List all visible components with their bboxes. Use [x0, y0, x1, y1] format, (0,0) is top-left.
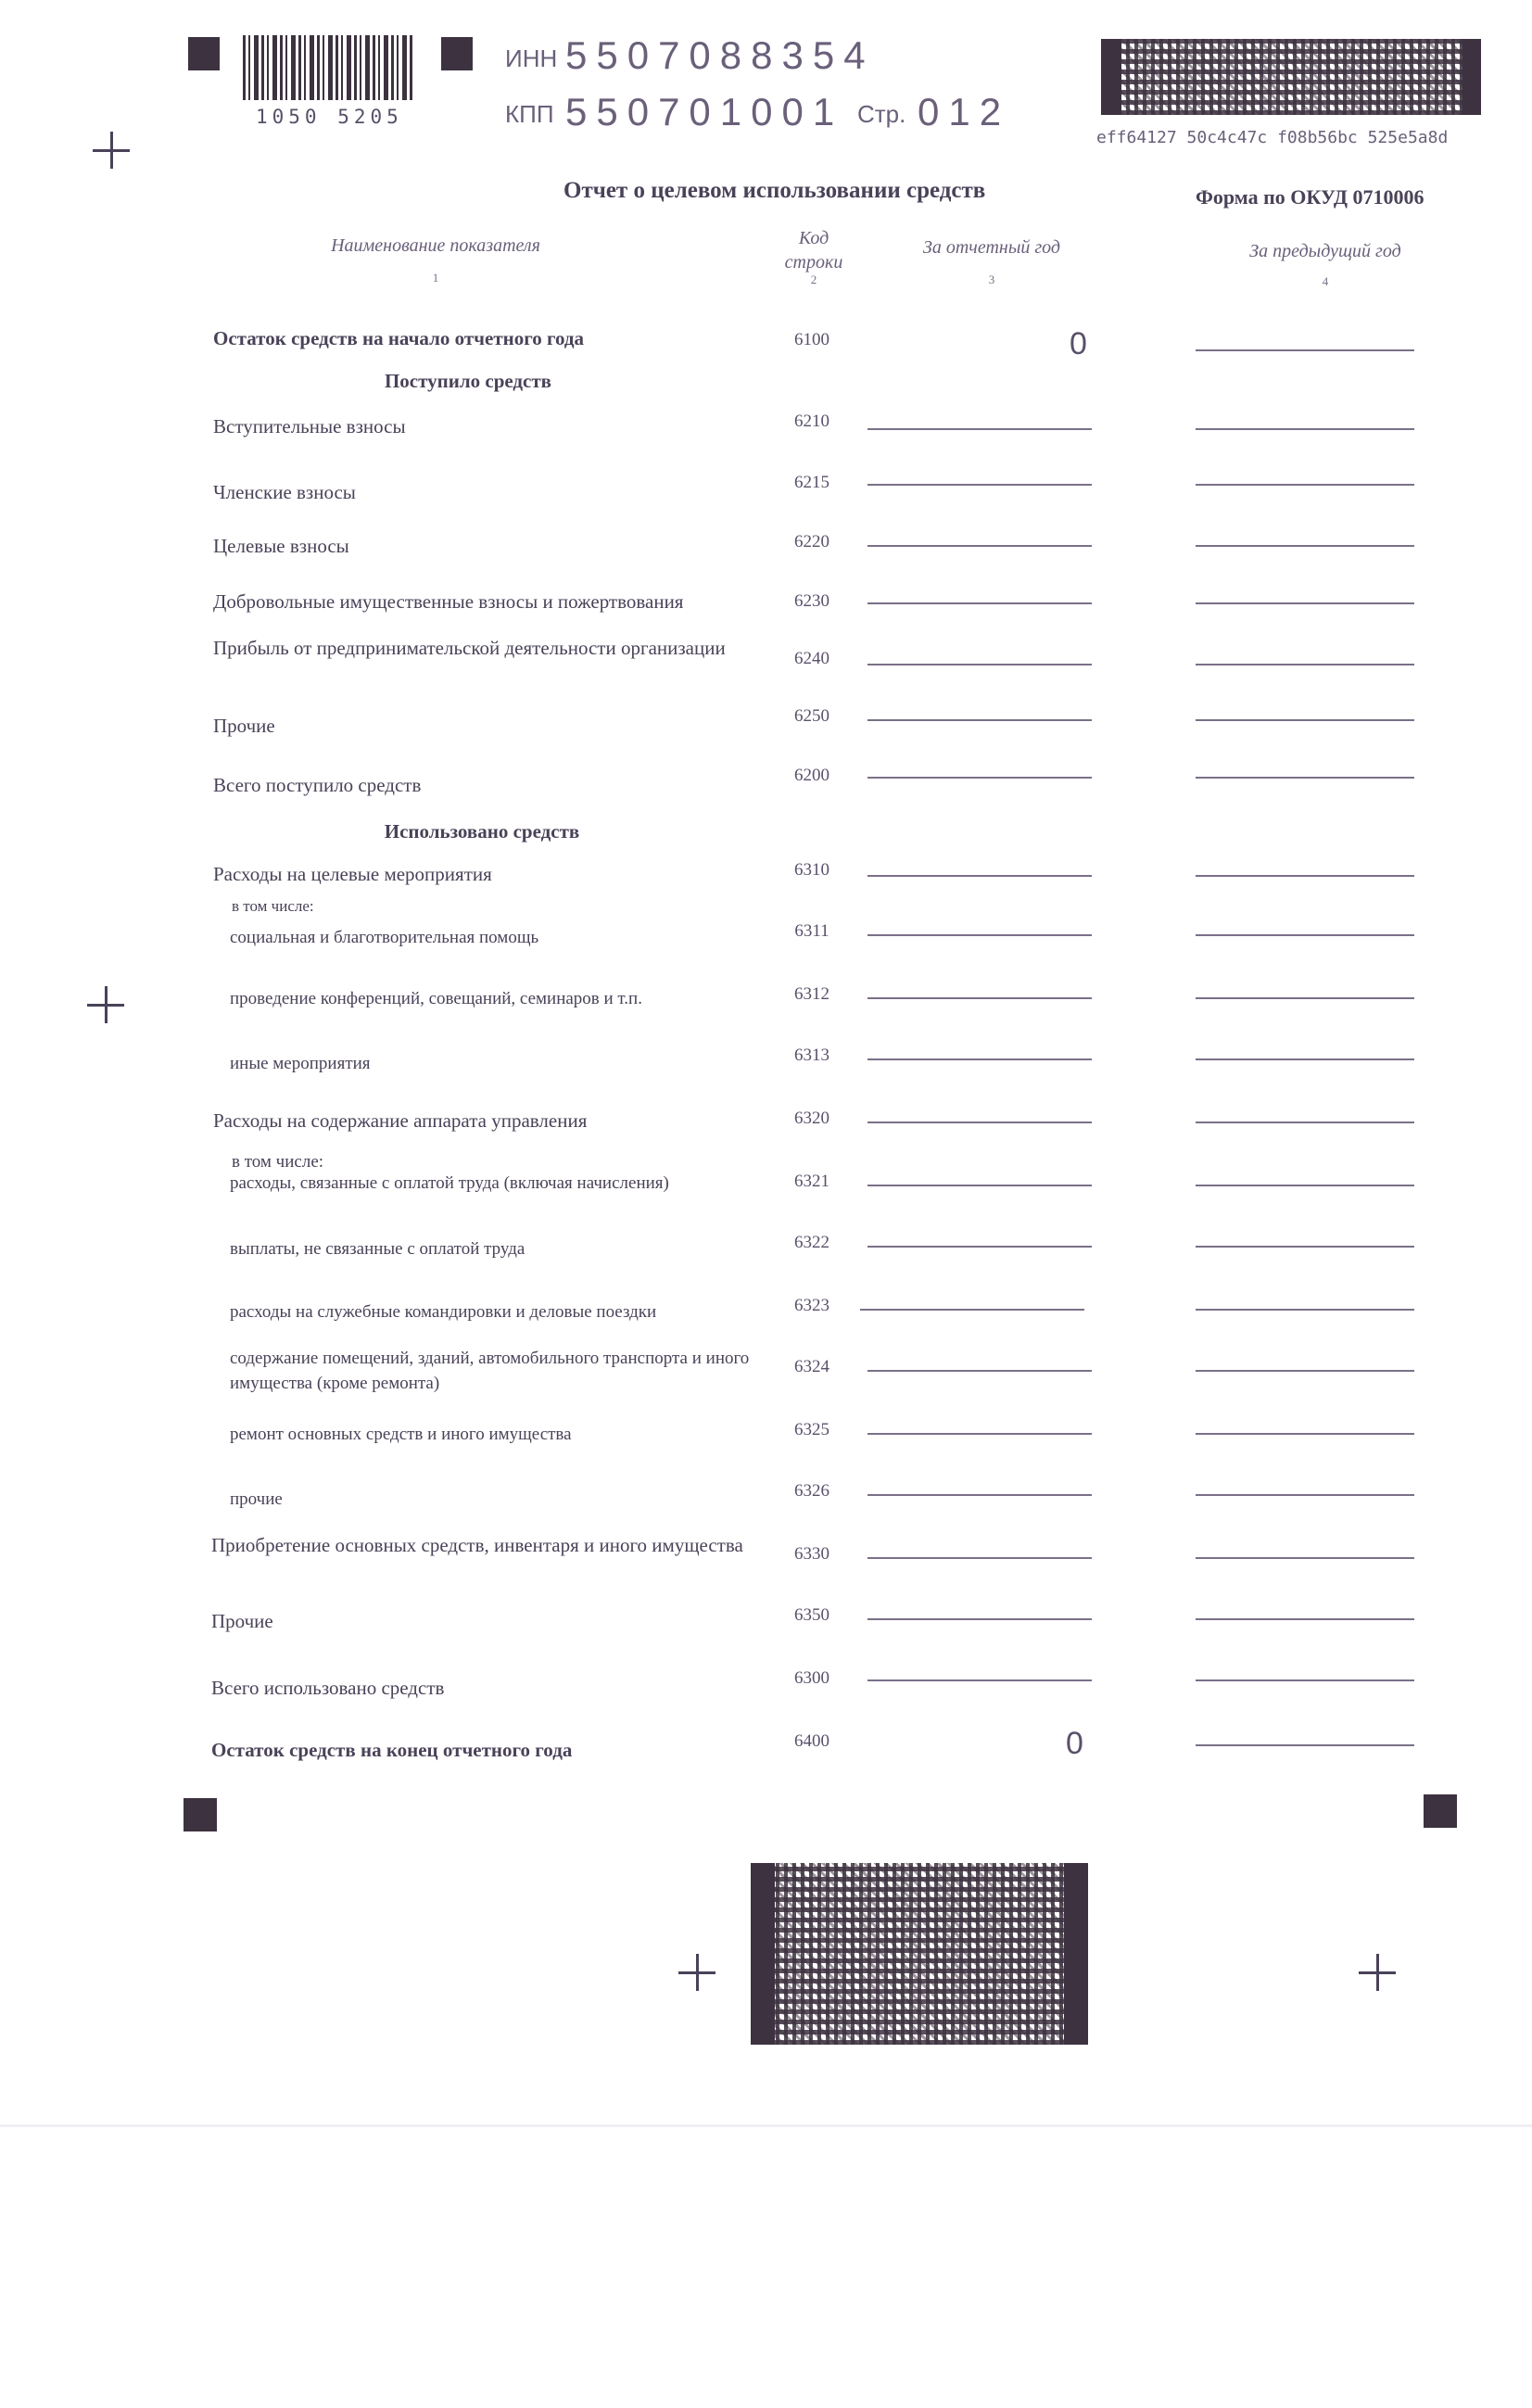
row-6322-code: 6322	[794, 1233, 829, 1252]
row-6313-label: иные мероприятия	[230, 1054, 371, 1073]
row-6220-previous-field[interactable]	[1196, 545, 1414, 547]
row-6210-label: Вступительные взносы	[213, 415, 406, 437]
col-number-3: 3	[988, 272, 995, 286]
corner-marker-top-center	[441, 37, 473, 70]
row-6100-current: 0	[1070, 326, 1087, 361]
row-6323-code: 6323	[794, 1296, 829, 1315]
row-6215-code: 6215	[794, 473, 829, 492]
inn-label: ИНН	[505, 44, 558, 72]
incl-label-2: в том числе:	[232, 1152, 324, 1172]
row-6321-code: 6321	[794, 1172, 829, 1191]
row-6326-label: прочие	[230, 1489, 283, 1509]
row-6320-label: Расходы на содержание аппарата управления	[213, 1109, 588, 1132]
okud-form-code: Форма по ОКУД 0710006	[1196, 185, 1424, 209]
row-6215-previous-field[interactable]	[1196, 484, 1414, 486]
row-6326-code: 6326	[794, 1481, 829, 1501]
report-title: Отчет о целевом использовании средств	[563, 178, 986, 203]
row-6100-previous-field[interactable]	[1196, 349, 1414, 351]
bottom-2d-barcode	[751, 1863, 1088, 2045]
row-6400-current: 0	[1066, 1726, 1083, 1761]
col-number-1: 1	[432, 271, 439, 285]
row-6313-current-field[interactable]	[867, 1058, 1092, 1060]
row-6220-label: Целевые взносы	[213, 535, 349, 557]
col-header-code: Код строки	[784, 228, 843, 272]
row-6210-code: 6210	[794, 412, 829, 431]
row-6324-previous-field[interactable]	[1196, 1370, 1414, 1372]
col-header-previous-year: За предыдущий год	[1249, 241, 1401, 261]
row-6230-previous-field[interactable]	[1196, 602, 1414, 604]
row-6300-previous-field[interactable]	[1196, 1679, 1414, 1681]
row-6312-current-field[interactable]	[867, 997, 1092, 999]
row-6322-previous-field[interactable]	[1196, 1246, 1414, 1248]
row-6321-label: расходы, связанные с оплатой труда (включая начисления)	[230, 1173, 669, 1193]
row-6240-previous-field[interactable]	[1196, 664, 1414, 665]
row-6313-previous-field[interactable]	[1196, 1058, 1414, 1060]
row-6230-label: Добровольные имущественные взносы и пожертвования	[213, 590, 684, 613]
row-6310-label: Расходы на целевые мероприятия	[213, 863, 492, 885]
row-6326-previous-field[interactable]	[1196, 1494, 1414, 1496]
row-6325-label: ремонт основных средств и иного имущества	[230, 1425, 572, 1444]
row-6325-previous-field[interactable]	[1196, 1433, 1414, 1435]
page-value: 012	[918, 90, 1011, 133]
row-6326-current-field[interactable]	[867, 1494, 1092, 1496]
corner-marker-bottom-right	[1424, 1794, 1457, 1828]
corner-marker-bottom-left	[184, 1798, 217, 1831]
row-6323-label: расходы на служебные командировки и деловые поездки	[230, 1302, 657, 1322]
row-6300-current-field[interactable]	[867, 1679, 1092, 1681]
col-header-name: Наименование показателя	[331, 235, 540, 256]
row-6320-previous-field[interactable]	[1196, 1122, 1414, 1123]
row-6311-previous-field[interactable]	[1196, 934, 1414, 936]
row-6330-label: Приобретение основных средств, инвентаря и иного имущества	[211, 1534, 743, 1556]
inn-value: 5507088354	[565, 33, 875, 77]
page-label: Стр.	[857, 100, 906, 128]
row-6330-current-field[interactable]	[867, 1557, 1092, 1559]
linear-barcode	[243, 35, 413, 100]
row-6300-label: Всего использовано средств	[211, 1677, 445, 1699]
row-6310-code: 6310	[794, 860, 829, 880]
registration-cross-bottom-left	[678, 1954, 715, 1991]
row-6312-label: проведение конференций, совещаний, семинаров и т.п.	[230, 989, 642, 1008]
row-6400-code: 6400	[794, 1731, 829, 1751]
row-6320-current-field[interactable]	[867, 1122, 1092, 1123]
row-6324-code: 6324	[794, 1357, 829, 1376]
row-6350-current-field[interactable]	[867, 1618, 1092, 1620]
row-6311-label: социальная и благотворительная помощь	[230, 928, 539, 947]
row-6323-previous-field[interactable]	[1196, 1309, 1414, 1311]
row-6300-code: 6300	[794, 1668, 829, 1688]
incl-label-1: в том числе:	[232, 897, 314, 915]
row-6100-code: 6100	[794, 330, 829, 349]
row-6322-label: выплаты, не связанные с оплатой труда	[230, 1239, 525, 1259]
row-6350-previous-field[interactable]	[1196, 1618, 1414, 1620]
row-6350-label: Прочие	[211, 1610, 273, 1632]
row-6215-current-field[interactable]	[867, 484, 1092, 486]
row-6250-current-field[interactable]	[867, 719, 1092, 721]
row-6330-code: 6330	[794, 1544, 829, 1564]
top-2d-barcode-left-guard	[1101, 39, 1121, 115]
row-6220-current-field[interactable]	[867, 545, 1092, 547]
registration-cross-top-left	[93, 132, 130, 169]
row-6100-label: Остаток средств на начало отчетного года	[213, 327, 585, 349]
section-income-title: Поступило средств	[384, 370, 552, 392]
row-6312-code: 6312	[794, 984, 829, 1004]
registration-cross-bottom-right	[1359, 1954, 1396, 1991]
row-6321-previous-field[interactable]	[1196, 1185, 1414, 1186]
document-hash: eff64127 50c4c47c f08b56bc 525e5a8d	[1096, 128, 1449, 147]
row-6210-current-field[interactable]	[867, 428, 1092, 430]
corner-marker-top-left	[188, 37, 220, 70]
row-6350-code: 6350	[794, 1605, 829, 1625]
row-6200-previous-field[interactable]	[1196, 777, 1414, 779]
row-6220-code: 6220	[794, 532, 829, 551]
row-6324-current-field[interactable]	[867, 1370, 1092, 1372]
kpp-label: КПП	[505, 100, 554, 128]
registration-cross-middle-left	[87, 986, 124, 1023]
row-6200-label: Всего поступило средств	[213, 774, 422, 796]
row-6210-previous-field[interactable]	[1196, 428, 1414, 430]
row-6325-code: 6325	[794, 1420, 829, 1439]
section-used-title: Использовано средств	[384, 820, 580, 843]
row-6250-label: Прочие	[213, 715, 275, 737]
row-6312-previous-field[interactable]	[1196, 997, 1414, 999]
row-6250-code: 6250	[794, 706, 829, 726]
row-6325-current-field[interactable]	[867, 1433, 1092, 1435]
row-6310-current-field[interactable]	[867, 875, 1092, 877]
top-2d-barcode	[1101, 39, 1481, 115]
row-6311-current-field[interactable]	[867, 934, 1092, 936]
row-6400-previous-field[interactable]	[1196, 1744, 1414, 1746]
col-header-current-year: За отчетный год	[922, 237, 1061, 258]
row-6323-current-field[interactable]	[860, 1309, 1084, 1311]
row-6313-code: 6313	[794, 1046, 829, 1065]
row-6240-code: 6240	[794, 649, 829, 668]
barcode-number: 1050 5205	[256, 106, 403, 128]
row-6321-current-field[interactable]	[867, 1185, 1092, 1186]
col-number-2: 2	[810, 272, 817, 286]
row-6400-label: Остаток средств на конец отчетного года	[211, 1739, 573, 1761]
row-6230-current-field[interactable]	[867, 602, 1092, 604]
row-6322-current-field[interactable]	[867, 1246, 1092, 1248]
row-6324-label: содержание помещений, зданий, автомобильного транспорта и иного имущества (кроме ремонта)	[230, 1349, 750, 1393]
row-6330-previous-field[interactable]	[1196, 1557, 1414, 1559]
row-6250-previous-field[interactable]	[1196, 719, 1414, 721]
row-6200-code: 6200	[794, 766, 829, 785]
bottom-2d-barcode-left-guard	[751, 1863, 775, 2045]
row-6230-code: 6230	[794, 591, 829, 611]
row-6320-code: 6320	[794, 1109, 829, 1128]
bottom-2d-barcode-right-guard	[1064, 1863, 1088, 2045]
col-number-4: 4	[1322, 274, 1329, 288]
row-6200-current-field[interactable]	[867, 777, 1092, 779]
kpp-value: 550701001	[565, 90, 844, 133]
row-6310-previous-field[interactable]	[1196, 875, 1414, 877]
row-6215-label: Членские взносы	[213, 481, 356, 503]
row-6240-label: Прибыль от предпринимательской деятельности организации	[213, 637, 726, 659]
row-6311-code: 6311	[794, 921, 829, 941]
top-2d-barcode-right-guard	[1462, 39, 1481, 115]
scan-page-edge	[0, 2124, 1532, 2127]
row-6240-current-field[interactable]	[867, 664, 1092, 665]
